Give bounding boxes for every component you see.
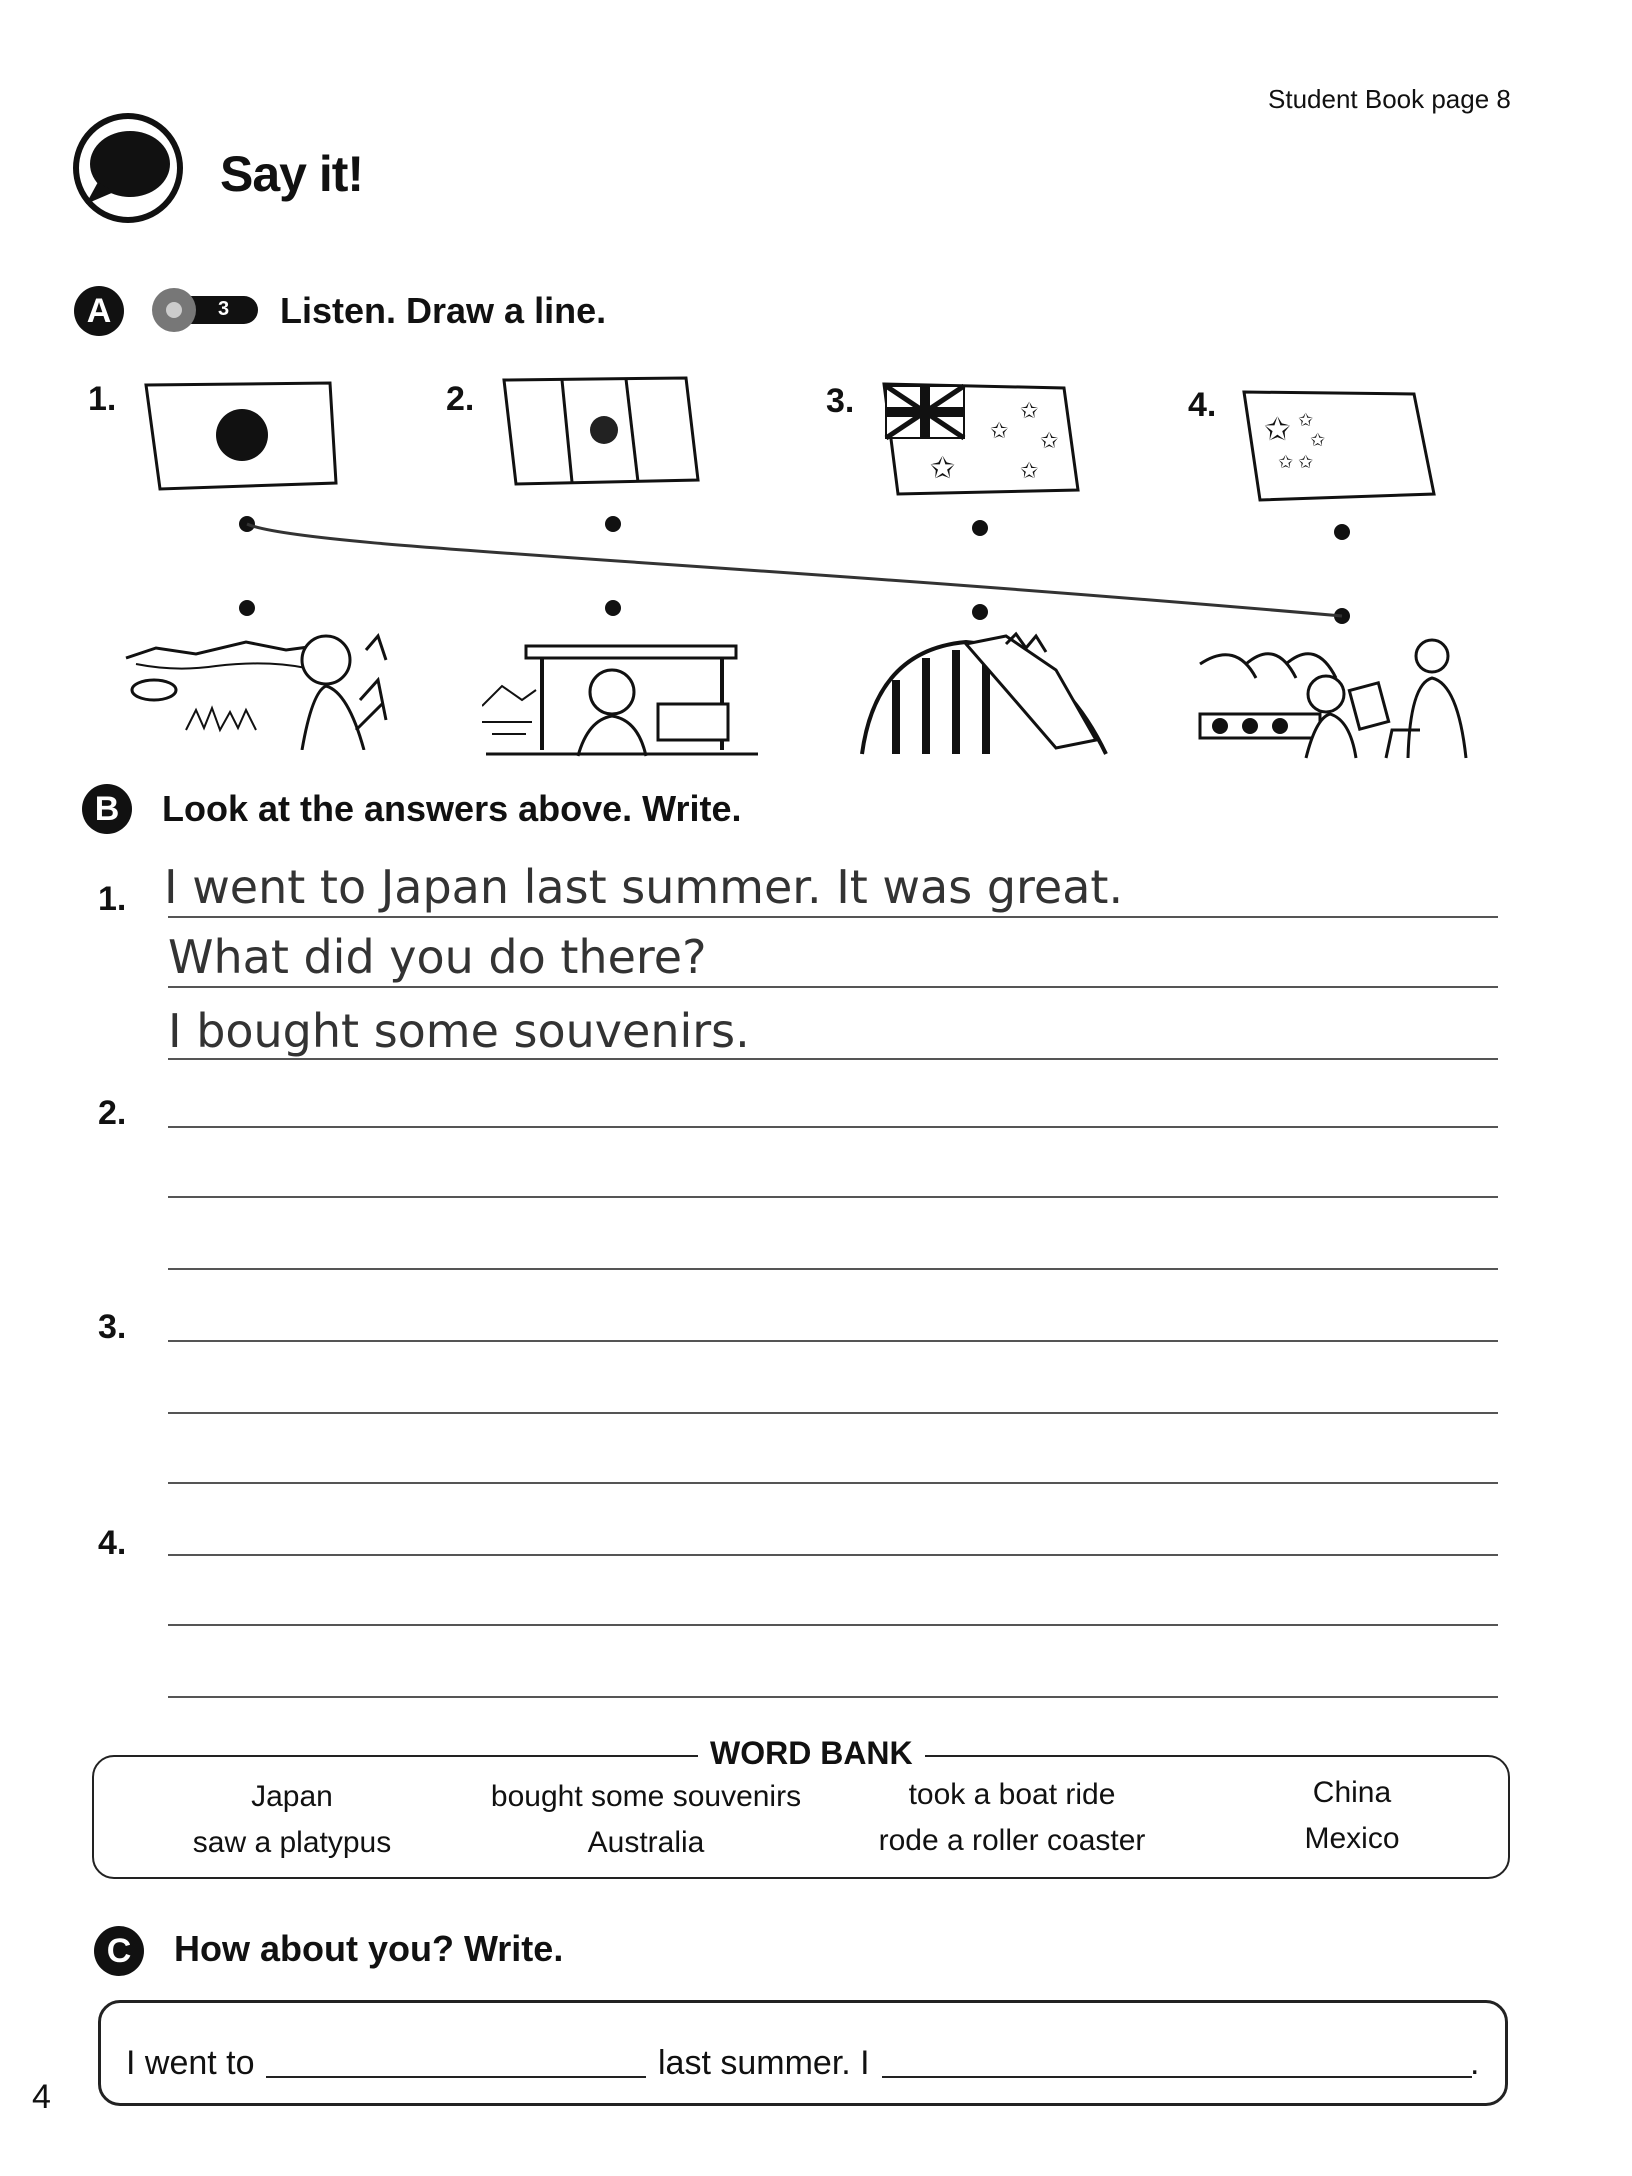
- example-answer-text: What did you do there?: [168, 930, 707, 984]
- item-number: 3.: [98, 1308, 127, 1346]
- writing-line[interactable]: [168, 1340, 1498, 1342]
- speech-bubble-icon: [72, 112, 184, 224]
- student-book-reference: Student Book page 8: [1268, 84, 1511, 114]
- item-number: 4.: [1188, 386, 1217, 424]
- souvenir-shop-scene-image: [1196, 634, 1476, 764]
- section-c-badge: C: [94, 1926, 144, 1976]
- writing-line[interactable]: [168, 1554, 1498, 1556]
- word-bank-item: took a boat ride: [908, 1778, 1116, 1811]
- svg-text:✩: ✩: [1020, 399, 1039, 424]
- word-bank-item: China: [1312, 1776, 1392, 1809]
- match-dot[interactable]: [972, 520, 988, 536]
- section-b-instruction: Look at the answers above. Write.: [162, 788, 742, 829]
- match-dot[interactable]: [1334, 524, 1350, 540]
- example-answer-text: I bought some souvenirs.: [168, 1004, 750, 1058]
- word-bank-item: rode a roller coaster: [878, 1824, 1146, 1857]
- item-number: 2.: [446, 380, 475, 418]
- section-c-instruction: How about you? Write.: [174, 1928, 564, 1969]
- place-blank-line[interactable]: [266, 2076, 646, 2078]
- page-title: Say it!: [220, 146, 364, 202]
- writing-line: [168, 986, 1498, 988]
- audio-cd-icon: [148, 287, 260, 333]
- japan-flag-icon: [140, 375, 340, 495]
- word-bank-box: [92, 1755, 1510, 1879]
- svg-text:✩: ✩: [990, 419, 1009, 444]
- svg-text:✩: ✩: [1040, 429, 1059, 454]
- boat-ride-scene-image: [482, 630, 762, 760]
- activity-blank-line[interactable]: [882, 2076, 1472, 2078]
- word-bank-item: saw a platypus: [192, 1826, 392, 1859]
- match-dot[interactable]: [1334, 608, 1350, 624]
- writing-line[interactable]: [168, 1696, 1498, 1698]
- word-bank-item: Japan: [251, 1780, 333, 1813]
- match-dot[interactable]: [239, 516, 255, 532]
- item-number: 3.: [826, 382, 855, 420]
- section-b-badge: B: [82, 784, 132, 834]
- section-a-instruction: Listen. Draw a line.: [280, 290, 607, 331]
- writing-line[interactable]: [168, 1196, 1498, 1198]
- writing-line[interactable]: [168, 1126, 1498, 1128]
- example-answer-text: I went to Japan last summer. It was great.: [164, 860, 1124, 914]
- writing-line: [168, 1058, 1498, 1060]
- word-bank-item: bought some souvenirs: [490, 1780, 802, 1813]
- svg-text:✩: ✩: [1298, 452, 1314, 473]
- sentence-end-text: .: [1470, 2044, 1480, 2082]
- word-bank-item: Australia: [587, 1826, 705, 1859]
- item-number: 1.: [98, 880, 127, 918]
- sentence-start-text: I went to: [126, 2044, 255, 2082]
- writing-line[interactable]: [168, 1412, 1498, 1414]
- word-bank-title: WORD BANK: [698, 1735, 925, 1772]
- svg-text:✩: ✩: [930, 451, 956, 486]
- page-number: 4: [32, 2078, 51, 2116]
- svg-text:✩: ✩: [1020, 459, 1039, 484]
- mexico-flag-icon: [500, 372, 700, 492]
- section-a-badge: A: [74, 286, 124, 336]
- match-dot[interactable]: [239, 600, 255, 616]
- item-number: 2.: [98, 1094, 127, 1132]
- word-bank-item: Mexico: [1304, 1822, 1400, 1855]
- sentence-middle-text: last summer. I: [658, 2044, 870, 2082]
- match-dot[interactable]: [605, 600, 621, 616]
- svg-text:✩: ✩: [1278, 452, 1294, 473]
- writing-line[interactable]: [168, 1482, 1498, 1484]
- australia-flag-icon: [880, 378, 1080, 498]
- writing-line: [168, 916, 1498, 918]
- audio-track-number: 3: [218, 298, 230, 320]
- china-flag-icon: [1238, 382, 1438, 502]
- item-number: 1.: [88, 380, 117, 418]
- svg-text:✩: ✩: [1298, 410, 1314, 431]
- match-dot[interactable]: [972, 604, 988, 620]
- item-number: 4.: [98, 1524, 127, 1562]
- river-platypus-scene-image: [116, 620, 396, 750]
- match-dot[interactable]: [605, 516, 621, 532]
- writing-line[interactable]: [168, 1624, 1498, 1626]
- svg-text:✩: ✩: [1310, 430, 1326, 451]
- writing-line[interactable]: [168, 1268, 1498, 1270]
- svg-text:✩: ✩: [1264, 410, 1291, 448]
- roller-coaster-scene-image: [856, 630, 1136, 760]
